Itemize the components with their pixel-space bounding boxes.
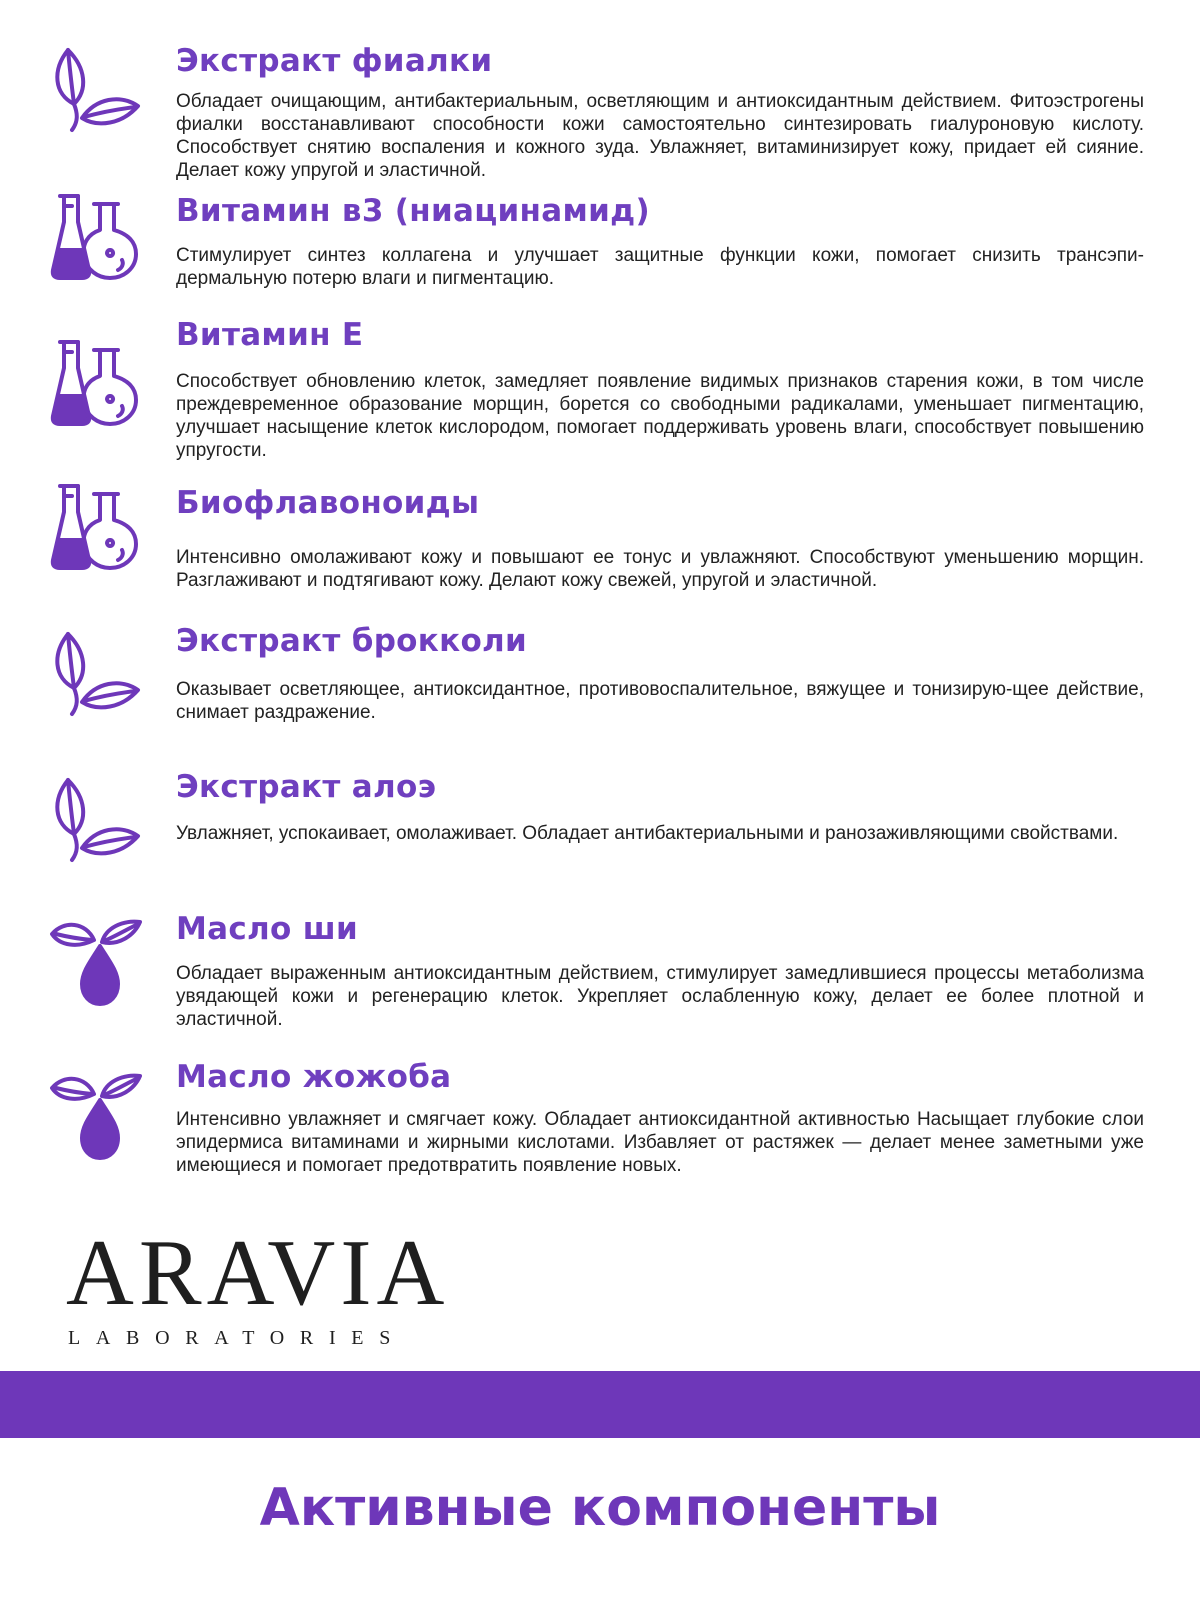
ingredient-title: Масло жожоба — [176, 1059, 452, 1095]
leaf-sprout-icon — [48, 772, 144, 868]
ingredient-title: Витамин в3 (ниацинамид) — [176, 193, 650, 229]
ingredient-title: Экстракт брокколи — [176, 623, 528, 659]
ingredient-title: Масло ши — [176, 911, 358, 947]
ingredient-description: Интенсивно омолаживают кожу и повышают ее тонус и увлажняют. Способствуют уменьшению морщин. Разглаживают и подтягивают кожу. Делают кожу свежей, упругой и эластичной. — [176, 547, 1144, 591]
ingredient-description: Интенсивно увлажняет и смягчает кожу. Обладает антиоксидантной активностью Насыщает глубокие слои эпидермиса витаминами и жирными кислотами. Избавляет от растяжек — делает менее заметными уже имеющиеся и помогает предотвратить появление новых. — [176, 1109, 1144, 1176]
ingredient-description: Обладает выраженным антиоксидантным действием, стимулирует замедлившиеся процессы метаболизма увядающей кожи и регенерацию клеток. Укрепляет ослабленную кожу, делает ее более плотной и эластичной. — [176, 963, 1144, 1030]
ingredient-title: Экстракт фиалки — [176, 43, 493, 79]
ingredient-description: Способствует обновлению клеток, замедляет появление видимых признаков старения кожи, в том числе преждевременное образование морщин, борется со свободными радикалами, уменьшает пигментацию, улучшает насыщение клеток кислородом, помогает поддерживать уровень влаги, способствует повышению упругости. — [176, 371, 1144, 461]
leaf-sprout-icon — [48, 626, 144, 722]
ingredient-title: Экстракт алоэ — [176, 769, 437, 805]
oil-drop-leaves-icon — [48, 1066, 144, 1162]
lab-flasks-icon — [48, 480, 144, 576]
leaf-sprout-icon — [48, 42, 144, 138]
oil-drop-leaves-icon — [48, 912, 144, 1008]
ingredient-description: Оказывает осветляющее, антиоксидантное, противовоспалительное, вяжущее и тонизирую-щее действие, снимает раздражение. — [176, 679, 1144, 723]
ingredient-description: Обладает очищающим, антибактериальным, осветляющим и антиоксидантным действием. Фитоэстрогены фиалки восстанавливают способности кожи самостоятельно синтезировать гиалуроновую кислоту. Способствует снятию воспаления и кожного зуда. Увлажняет, витаминизирует кожу, придает ей сияние. Делает кожу упругой и эластичной. — [176, 91, 1144, 181]
ingredient-title: Витамин Е — [176, 317, 364, 353]
page-title: Активные компоненты — [259, 1478, 941, 1538]
brand-logo: ARAVIA — [66, 1221, 450, 1325]
lab-flasks-icon — [48, 190, 144, 286]
ingredient-description: Стимулирует синтез коллагена и улучшает защитные функции кожи, помогает снизить трансэпи-дермальную потерю влаги и пигментацию. — [176, 245, 1144, 289]
lab-flasks-icon — [48, 336, 144, 432]
ingredient-title: Биофлавоноиды — [176, 485, 480, 521]
accent-band — [0, 1371, 1200, 1438]
brand-subtitle: LABORATORIES — [68, 1327, 407, 1349]
ingredient-description: Увлажняет, успокаивает, омолаживает. Обладает антибактериальными и ранозаживляющими свойствами. — [176, 823, 1119, 844]
